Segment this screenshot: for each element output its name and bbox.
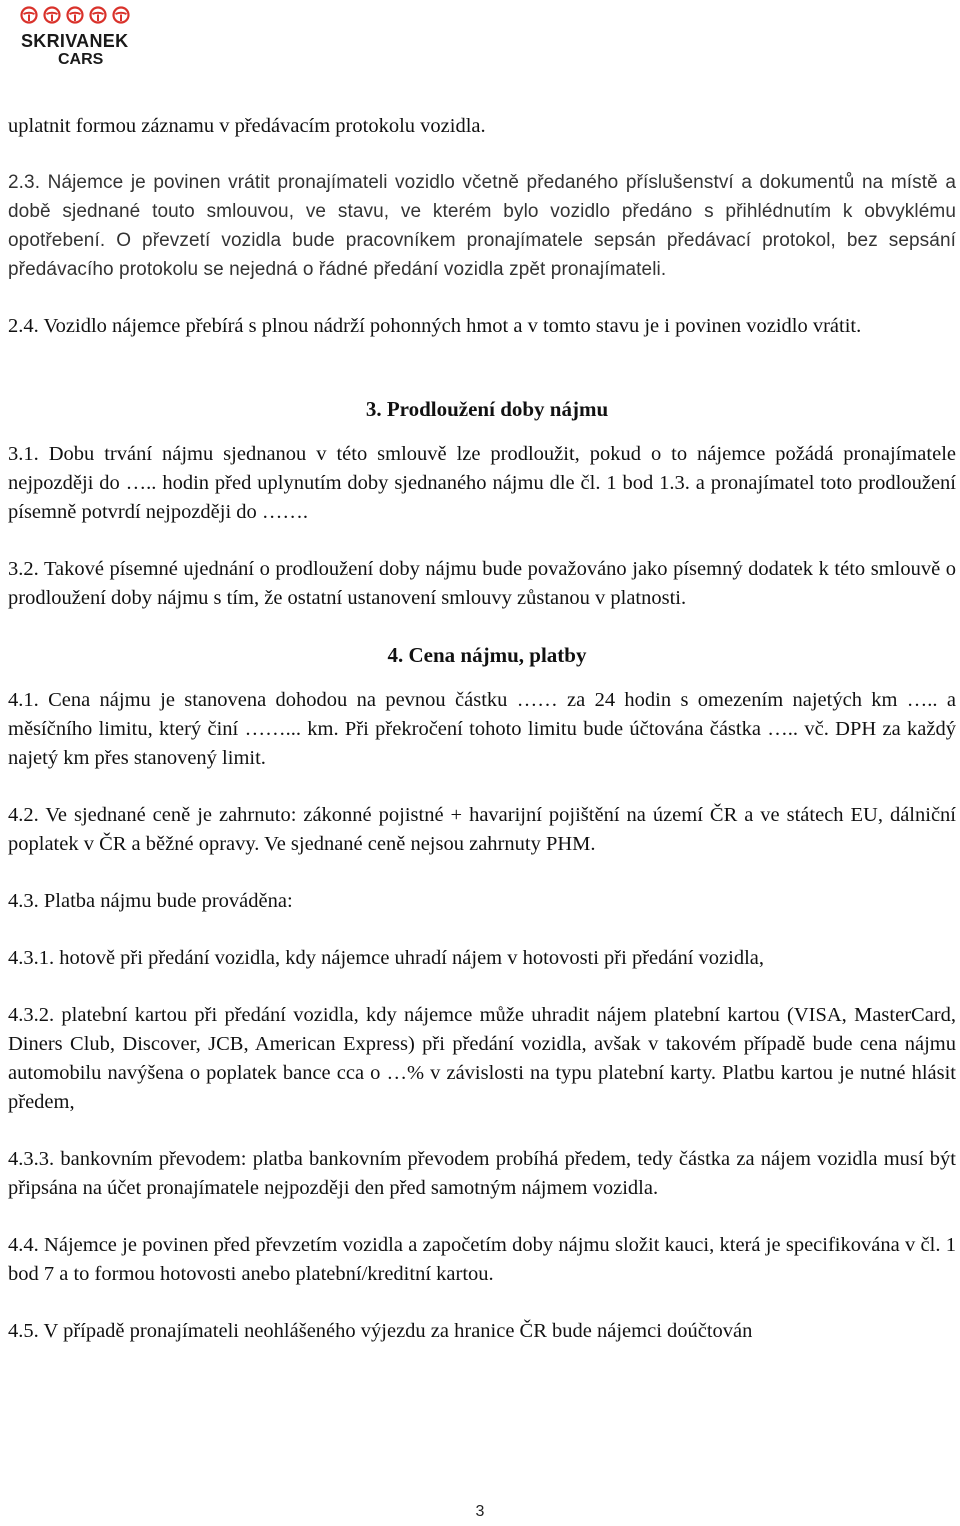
page-number: 3: [475, 1503, 485, 1520]
paragraph-2-3-part-b: přihlédnutím k obvyklému opotřebení. O převzetí vozidla bude pracovníkem pronajímatele sepsán předávací protokol, bez sepsání předávacího protokolu se nejedná o řádné předání vozidla zpět pronajímateli.: [8, 201, 956, 280]
paragraph-3-2: 3.2. Takové písemné ujednání o prodloužení doby nájmu bude považováno jako písemný dodatek k této smlouvě o prodloužení doby nájmu s tím, že ostatní ustanovení smlouvy zůstanou v platnosti.: [8, 558, 956, 609]
wheel-icon: [66, 6, 84, 24]
paragraph-2-3-part-a: 2.3. Nájemce je povinen vrátit pronajímateli vozidlo včetně předaného příslušenství a dokumentů na místě a době sjednané touto smlouvou, ve stavu, ve kterém bylo vozidlo předáno s: [8, 172, 956, 222]
wheel-icon: [43, 6, 61, 24]
logo-sub: CARS: [58, 51, 104, 68]
paragraph-4-3: 4.3. Platba nájmu bude prováděna:: [8, 890, 293, 912]
section-heading-4: 4. Cena nájmu, platby: [387, 643, 587, 667]
document-body: [8, 112, 956, 1374]
paragraph-4-2: 4.2. Ve sjednané ceně je zahrnuto: zákonné pojistné + havarijní pojištění na území ČR a ve státech EU, dálniční poplatek v ČR a běžné opravy. Ve sjednané ceně nejsou zahrnuty PHM.: [8, 804, 956, 855]
paragraph-2-4: 2.4. Vozidlo nájemce přebírá s plnou nádrží pohonných hmot a v tomto stavu je i povinen vozidlo vrátit.: [8, 315, 862, 337]
paragraph-2-3: [8, 168, 956, 284]
paragraph-4-4: 4.4. Nájemce je povinen před převzetím vozidla a započetím doby nájmu složit kauci, která je specifikována v čl. 1 bod 7 a to formou hotovosti anebo platební/kreditní kartou.: [8, 1234, 956, 1285]
logo-icons: [20, 6, 160, 24]
paragraph-3-1: 3.1. Dobu trvání nájmu sjednanou v této smlouvě lze prodloužit, pokud o to nájemce požádá pronajímatele nejpozději do ….. hodin před uplynutím doby sjednaného nájmu dle čl. 1 bod 1.3. a pronajímatel toto prodloužení písemně potvrdí nejpozději do …….: [8, 443, 956, 523]
paragraph-4-3-2: 4.3.2. platební kartou při předání vozidla, kdy nájemce může uhradit nájem platební kartou (VISA, MasterCard, Diners Club, Discover, JCB, American Express) při předání vozidla, avšak v takovém případě bude cena nájmu automobilu navýšena o poplatek bance cca o …% v závislosti na typu platební karty. Platbu kartou je nutné hlásit předem,: [8, 1004, 956, 1113]
wheel-icon: [20, 6, 38, 24]
paragraph-4-1: 4.1. Cena nájmu je stanovena dohodou na pevnou částku …… za 24 hodin s omezením najetých km ….. a měsíčního limitu, který činí ……... km. Při překročení tohoto limitu bude účtována částka ….. vč. DPH za každý najetý km přes stanovený limit.: [8, 689, 956, 769]
wheel-icon: [89, 6, 107, 24]
company-logo: [20, 6, 160, 72]
section-heading-3: 3. Prodloužení doby nájmu: [365, 397, 609, 421]
logo-name: SKRIVANEK: [21, 31, 129, 51]
spacer: [8, 369, 956, 395]
wheel-icon: [112, 6, 130, 24]
paragraph-intro: uplatnit formou záznamu v předávacím protokolu vozidla.: [8, 115, 486, 137]
paragraph-4-3-3: 4.3.3. bankovním převodem: platba bankovním převodem probíhá předem, tedy částka za nájem vozidla musí být připsána na účet pronajímatele nejpozději den před samotným nájmem vozidla.: [8, 1148, 956, 1199]
paragraph-4-3-1: 4.3.1. hotově při předání vozidla, kdy nájemce uhradí nájem v hotovosti při předání vozidla,: [8, 947, 765, 969]
paragraph-4-5: 4.5. V případě pronajímateli neohlášeného výjezdu za hranice ČR bude nájemci doúčtován: [8, 1320, 753, 1342]
